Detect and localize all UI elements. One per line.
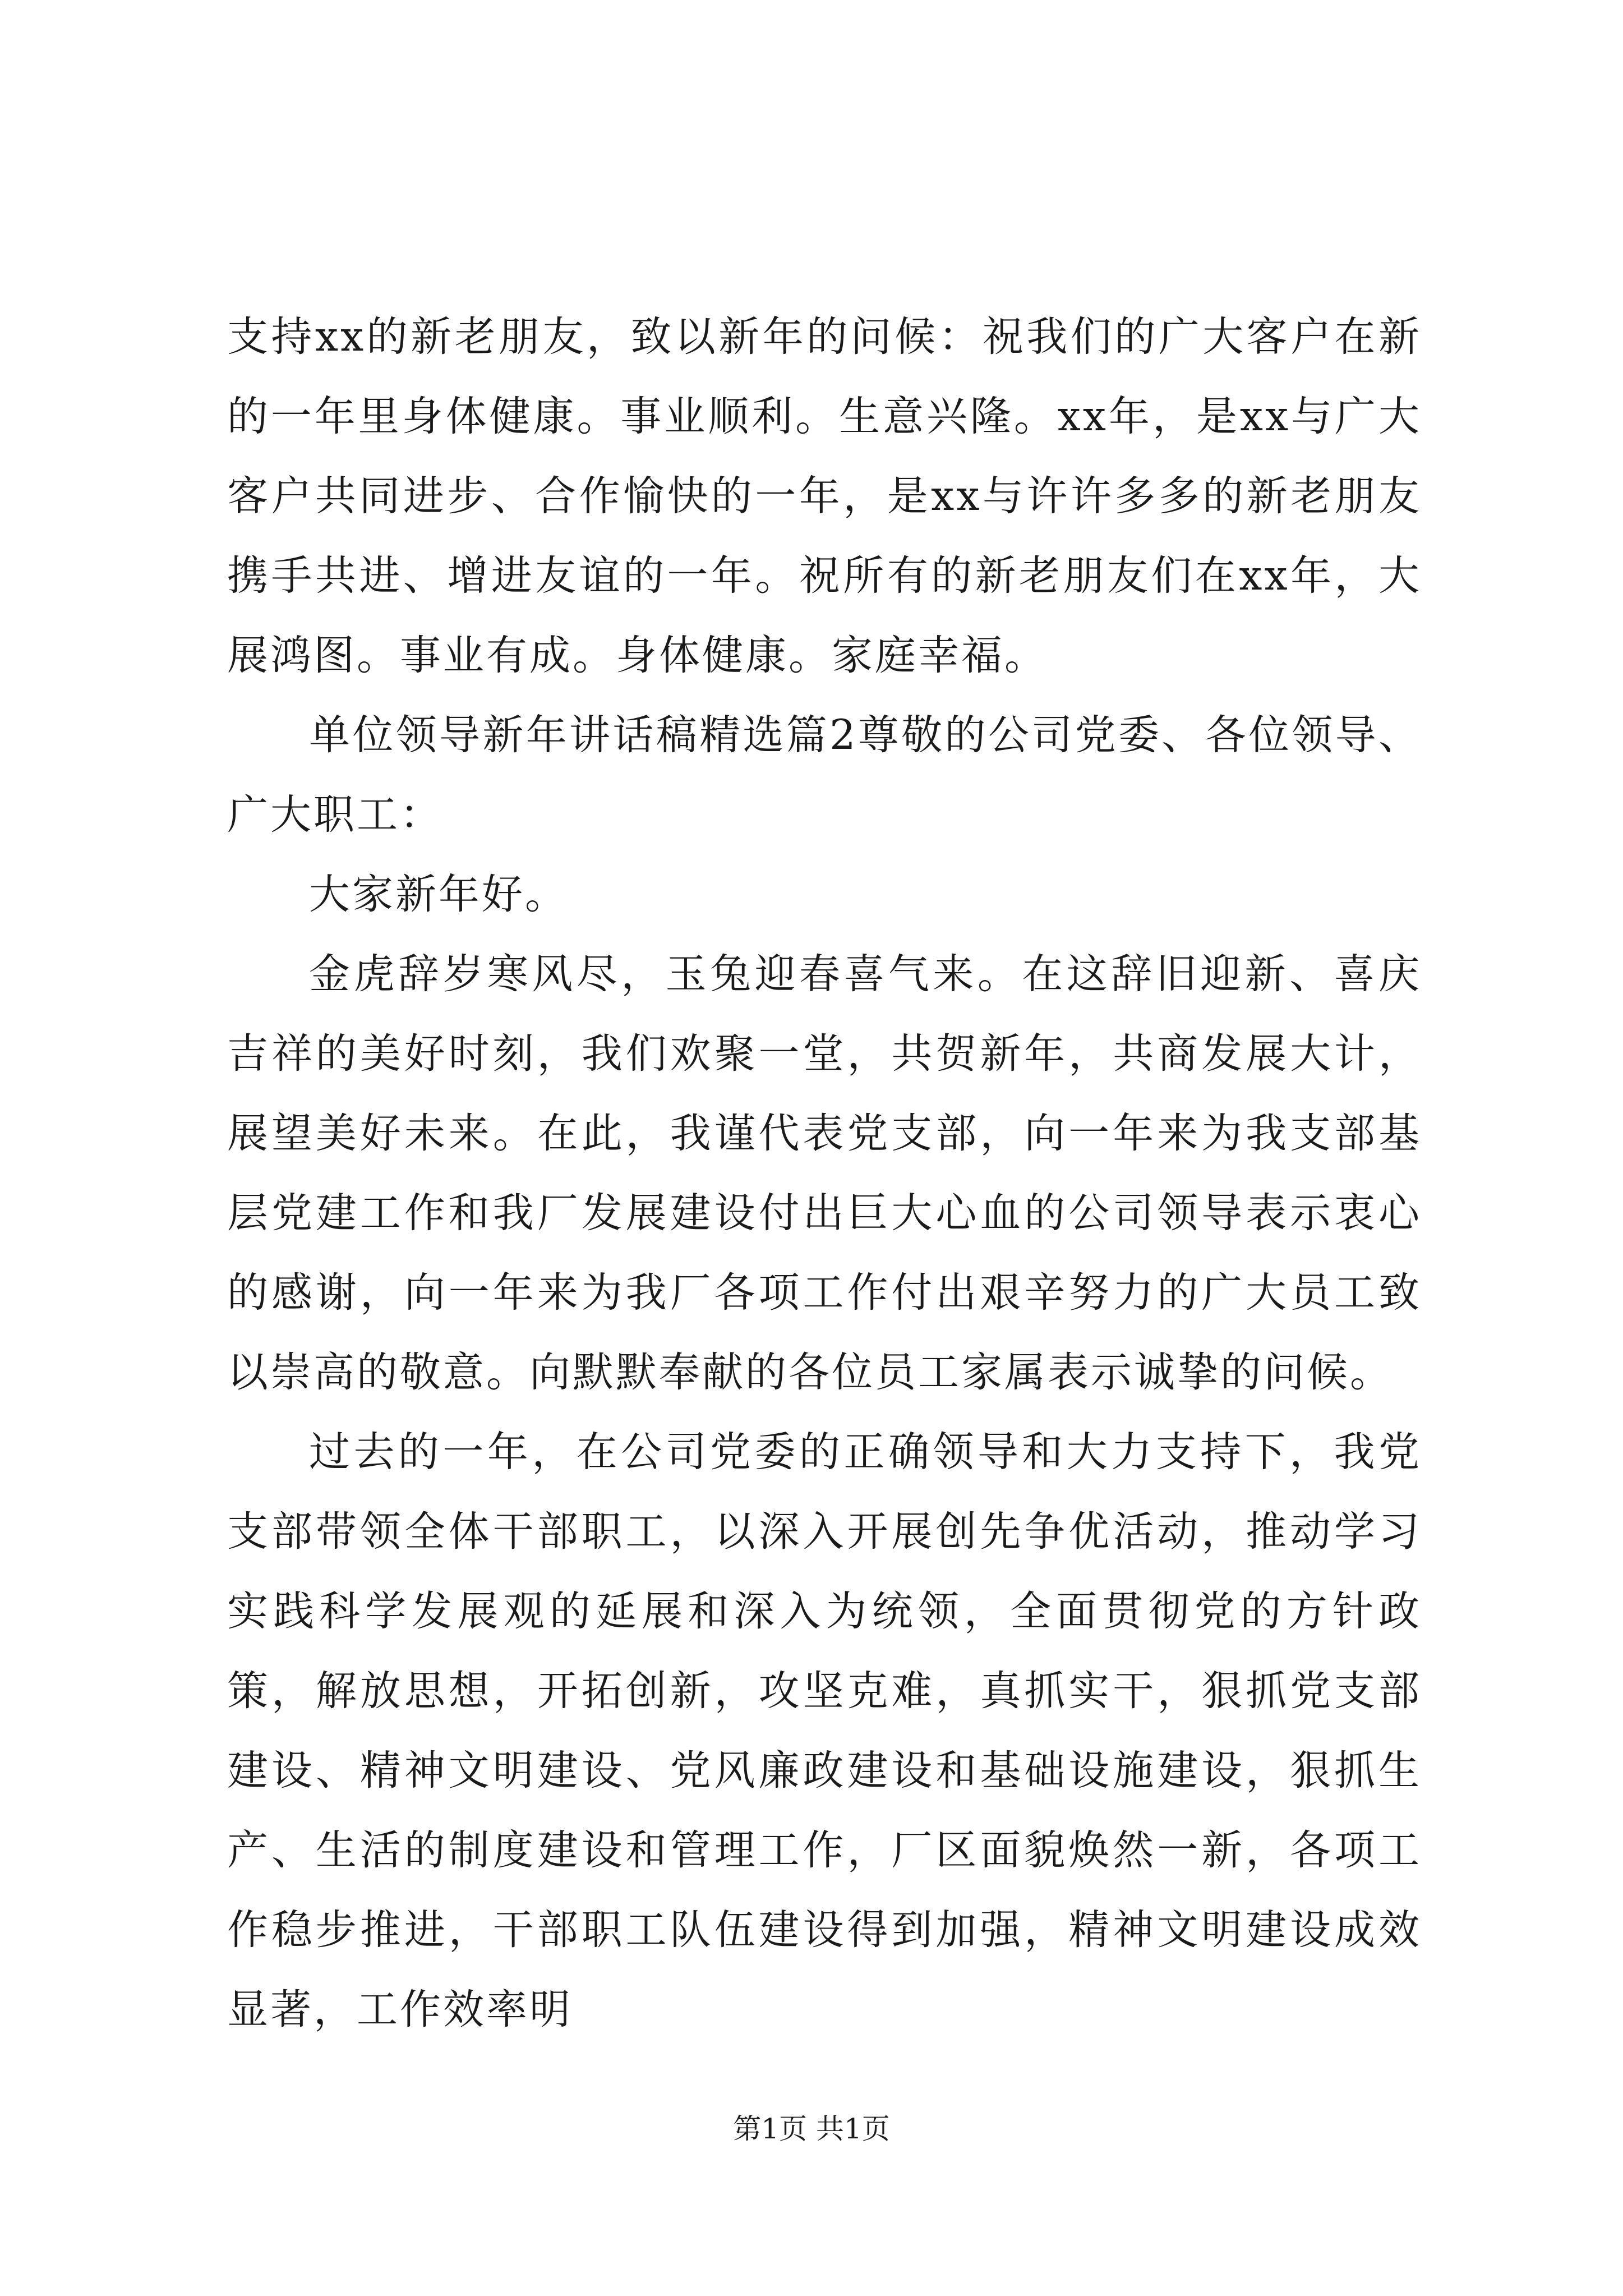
document-body <box>227 297 1422 2050</box>
paragraph-new-year-wishes: 金虎辞岁寒风尽，玉兔迎春喜气来。在这辞旧迎新、喜庆吉祥的美好时刻，我们欢聚一堂，共贺新年，共商发展大计，展望美好未来。在此，我谨代表党支部，向一年来为我支部基层党建工作和我厂发展建设付出巨大心血的公司领导表示衷心的感谢，向一年来为我厂各项工作付出艰辛努力的广大员工致以崇高的敬意。向默默奉献的各位员工家属表示诚挚的问候。 <box>227 950 1422 1396</box>
paragraph-year-review: 过去的一年，在公司党委的正确领导和大力支持下，我党支部带领全体干部职工，以深入开展创先争优活动，推动学习实践科学发展观的延展和深入为统领，全面贯彻党的方针政策，解放思想，开拓创新，攻坚克难，真抓实干，狠抓党支部建设、精神文明建设、党风廉政建设和基础设施建设，狠抓生产、生活的制度建设和管理工作，厂区面貌焕然一新，各项工作稳步推进，干部职工队伍建设得到加强，精神文明建设成效显著，工作效率明 <box>227 1428 1422 2033</box>
paragraph-continuation: 支持xx的新老朋友，致以新年的问候：祝我们的广大客户在新的一年里身体健康。事业顺利。生意兴隆。xx年，是xx与广大客户共同进步、合作愉快的一年，是xx与许许多多的新老朋友携手共进、增进友谊的一年。祝所有的新老朋友们在xx年，大展鸿图。事业有成。身体健康。家庭幸福。 <box>227 313 1422 679</box>
paragraph-greeting: 大家新年好。 <box>309 871 568 918</box>
page-number-footer: 第1页 共1页 <box>733 2113 890 2145</box>
paragraph-heading-salutation: 单位领导新年讲话稿精选篇2尊敬的公司党委、各位领导、广大职工： <box>227 711 1422 839</box>
